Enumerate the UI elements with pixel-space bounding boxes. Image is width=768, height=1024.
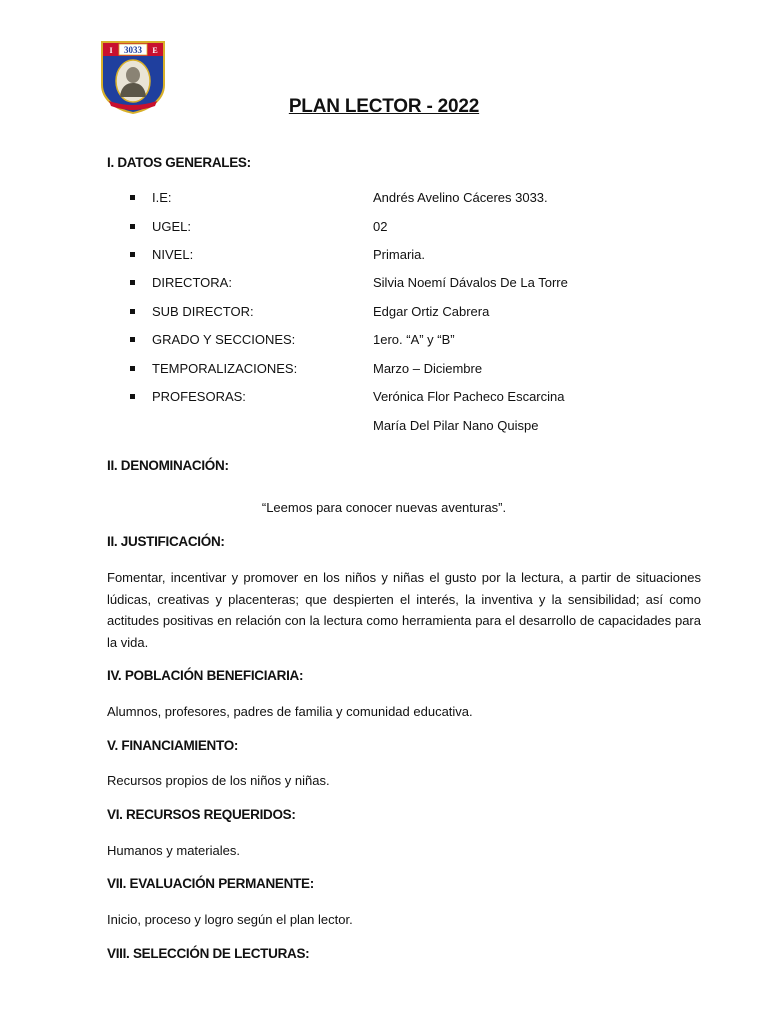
item-label: DIRECTORA: — [152, 275, 232, 290]
section-heading-justificacion: II. JUSTIFICACIÓN: — [107, 534, 225, 549]
item-label: GRADO Y SECCIONES: — [152, 332, 296, 347]
item-label: PROFESORAS: — [152, 389, 246, 404]
crest-right-letter: E — [152, 46, 158, 55]
item-value: Marzo – Diciembre — [373, 361, 483, 376]
list-item — [130, 361, 690, 379]
section-heading-recursos: VI. RECURSOS REQUERIDOS: — [107, 807, 296, 822]
square-bullet-icon — [130, 224, 135, 229]
list-item — [130, 190, 690, 208]
section-heading-evaluacion: VII. EVALUACIÓN PERMANENTE: — [107, 876, 314, 891]
item-value: Andrés Avelino Cáceres 3033. — [373, 190, 548, 205]
item-value: Primaria. — [373, 247, 426, 262]
section-heading-datos-generales: I. DATOS GENERALES: — [107, 155, 251, 170]
list-item — [130, 304, 690, 322]
list-item — [130, 332, 690, 350]
evaluacion-text: Inicio, proceso y logro según el plan lector. — [107, 912, 353, 927]
justificacion-paragraph: Fomentar, incentivar y promover en los niños y niñas el gusto por la lectura, a partir de situaciones lúdicas, creativas y placenteras; que despierten el interés, la inventiva y la sensibilidad; así como actitudes positivas en relación con la lectura como herramienta para el desarrollo de capacidades para la vida. — [107, 570, 701, 650]
square-bullet-icon — [130, 280, 135, 285]
square-bullet-icon — [130, 195, 135, 200]
section-heading-seleccion: VIII. SELECCIÓN DE LECTURAS: — [107, 946, 310, 961]
item-value: Edgar Ortiz Cabrera — [373, 304, 490, 319]
square-bullet-icon — [130, 366, 135, 371]
list-item — [130, 389, 690, 407]
item-value: 02 — [373, 219, 388, 234]
item-label: SUB DIRECTOR: — [152, 304, 254, 319]
item-label: UGEL: — [152, 219, 192, 234]
financiamiento-text: Recursos propios de los niños y niñas. — [107, 773, 330, 788]
item-value: Silvia Noemí Dávalos De La Torre — [373, 275, 568, 290]
square-bullet-icon — [130, 309, 135, 314]
item-label: NIVEL: — [152, 247, 194, 262]
document-title: PLAN LECTOR - 2022 — [288, 96, 480, 117]
denominacion-text: “Leemos para conocer nuevas aventuras”. — [261, 500, 507, 515]
list-item — [130, 247, 690, 265]
list-item — [130, 219, 690, 237]
crest-number: 3033 — [124, 45, 142, 55]
item-value-continuation: María Del Pilar Nano Quispe — [373, 418, 539, 433]
square-bullet-icon — [130, 337, 135, 342]
square-bullet-icon — [130, 252, 135, 257]
recursos-text: Humanos y materiales. — [107, 843, 240, 858]
section-heading-denominacion: II. DENOMINACIÓN: — [107, 458, 229, 473]
section-heading-financiamiento: V. FINANCIAMIENTO: — [107, 738, 239, 753]
item-label: TEMPORALIZACIONES: — [152, 361, 298, 376]
section-heading-poblacion: IV. POBLACIÓN BENEFICIARIA: — [107, 668, 304, 683]
list-item — [130, 275, 690, 293]
item-label: I.E: — [152, 190, 172, 205]
item-value: Verónica Flor Pacheco Escarcina — [373, 389, 565, 404]
item-value: 1ero. “A” y “B” — [373, 332, 455, 347]
poblacion-text: Alumnos, profesores, padres de familia y comunidad educativa. — [107, 704, 473, 719]
crest-left-letter: I — [109, 46, 113, 55]
square-bullet-icon — [130, 394, 135, 399]
